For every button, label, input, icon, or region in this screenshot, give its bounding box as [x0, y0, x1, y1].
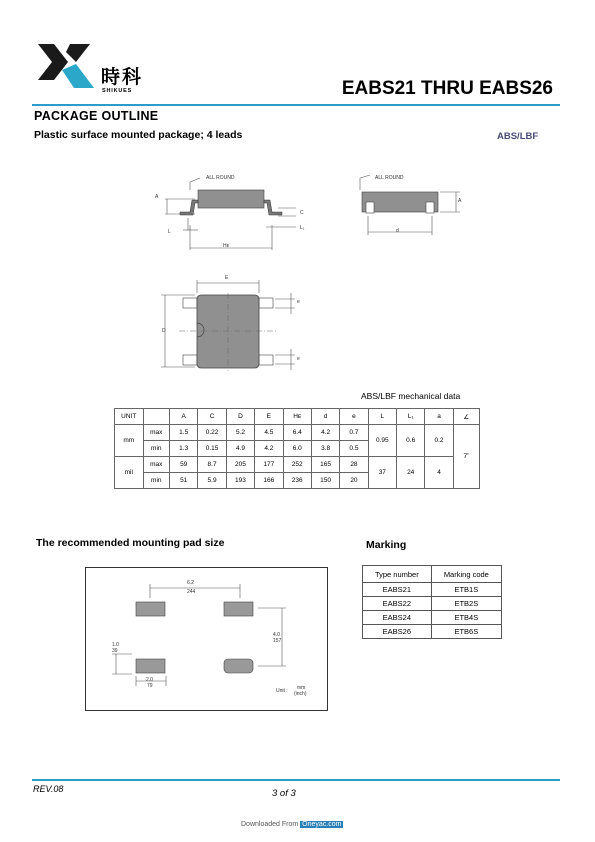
download-note [241, 821, 343, 828]
header-cell: A [170, 409, 198, 425]
value-cell: 150 [311, 473, 339, 489]
value-cell: 59 [170, 457, 198, 473]
pad-dim-10: 1.0 [112, 642, 119, 648]
top-view-drawing [155, 275, 315, 375]
label-L1: L₁ [300, 225, 305, 231]
label-all-round-end: ALL ROUND [375, 175, 404, 181]
header-cell: L₁ [397, 409, 425, 425]
value-cell: 236 [283, 473, 311, 489]
pad-dim-244: 244 [187, 589, 196, 595]
marking-table [362, 565, 502, 639]
value-cell: 51 [170, 473, 198, 489]
pad-dim-79: 79 [147, 683, 153, 689]
company-logo [36, 40, 146, 95]
code-cell: ETB4S [431, 611, 501, 625]
value-cell: 6.4 [283, 425, 311, 441]
label-A-end: A [458, 198, 462, 204]
value-cell: 177 [255, 457, 283, 473]
value-cell: 5.2 [226, 425, 254, 441]
value-cell: 0.5 [340, 441, 368, 457]
angle-cell: 7˚ [453, 425, 479, 489]
value-cell: 166 [255, 473, 283, 489]
pad-dim-157: 157 [273, 638, 282, 644]
value-cell: 5.9 [198, 473, 226, 489]
code-cell: ETB6S [431, 625, 501, 639]
label-L: L [168, 229, 171, 235]
value-cell: 4.2 [255, 441, 283, 457]
value-cell: 28 [340, 457, 368, 473]
label-A-side: A [155, 194, 159, 200]
value-cell: 3.8 [311, 441, 339, 457]
type-cell: EABS22 [363, 597, 432, 611]
package-code: ABS/LBF [497, 131, 539, 142]
value-cell: 37 [368, 457, 396, 489]
header-cell: a [425, 409, 453, 425]
value-cell: 0.15 [198, 441, 226, 457]
value-cell: 0.22 [198, 425, 226, 441]
header-cell: d [311, 409, 339, 425]
value-cell: 20 [340, 473, 368, 489]
value-cell: 0.7 [340, 425, 368, 441]
pad-dim-39: 39 [112, 648, 118, 654]
pad-dim-40: 4.0 [273, 632, 280, 638]
mech-table-caption: ABS/LBF mechanical data [361, 391, 461, 401]
logo-mark-icon [36, 40, 102, 95]
logo-chinese: 時科 [101, 67, 144, 88]
value-cell: 4.5 [255, 425, 283, 441]
value-cell: 1.3 [170, 441, 198, 457]
side-view-drawing [150, 170, 320, 255]
header-cell: Hᴇ [283, 409, 311, 425]
end-view-drawing [350, 170, 470, 245]
header-cell [143, 409, 170, 425]
table-header-row [115, 409, 480, 425]
label-e-bottom: e [297, 356, 300, 362]
code-cell: ETB2S [431, 597, 501, 611]
label-e-top: e [297, 299, 300, 305]
header-cell: ∠ [453, 409, 479, 425]
pad-dim-20: 2.0 [146, 677, 153, 683]
kind-cell: min [143, 441, 170, 457]
value-cell: 165 [311, 457, 339, 473]
header-cell: C [198, 409, 226, 425]
value-cell: 24 [397, 457, 425, 489]
table-row [115, 425, 480, 441]
header-cell: D [226, 409, 254, 425]
pad-unit-mm: mm [297, 685, 306, 691]
download-site-link[interactable]: Oneyac.com [302, 821, 342, 828]
header-cell: e [340, 409, 368, 425]
value-cell: 205 [226, 457, 254, 473]
table-row [363, 625, 502, 639]
value-cell: 8.7 [198, 457, 226, 473]
table-row [115, 457, 480, 473]
header-rule [32, 104, 560, 106]
value-cell: 6.0 [283, 441, 311, 457]
section-title-package: PACKAGE OUTLINE [34, 109, 159, 123]
value-cell: 1.5 [170, 425, 198, 441]
label-d: d [396, 228, 399, 234]
value-cell: 0.6 [397, 425, 425, 457]
table-row [363, 583, 502, 597]
pad-drawing-frame [85, 567, 328, 711]
pad-unit-label: Unit : [276, 688, 288, 694]
marking-title: Marking [366, 539, 407, 551]
value-cell: 4.2 [311, 425, 339, 441]
value-cell: 193 [226, 473, 254, 489]
pad-unit-inch: (inch) [294, 691, 307, 697]
unit-cell: mil [115, 457, 144, 489]
header-cell: Marking code [431, 566, 501, 583]
page-title: EABS21 THRU EABS26 [341, 78, 553, 99]
label-HE: Hᴇ [223, 243, 230, 249]
header-cell: L [368, 409, 396, 425]
package-subtitle: Plastic surface mounted package; 4 leads [34, 129, 243, 141]
table-header-row [363, 566, 502, 583]
value-cell: 0.2 [425, 425, 453, 457]
footer-rule [32, 779, 560, 781]
header-cell: E [255, 409, 283, 425]
label-E: E [225, 275, 229, 281]
code-cell: ETB1S [431, 583, 501, 597]
header-cell: Type number [363, 566, 432, 583]
value-cell: 4 [425, 457, 453, 489]
logo-english: SHIKUES [102, 88, 133, 94]
label-C: C [300, 210, 304, 216]
kind-cell: max [143, 457, 170, 473]
unit-cell: mm [115, 425, 144, 457]
revision: REV.08 [33, 784, 64, 794]
type-cell: EABS26 [363, 625, 432, 639]
label-D: D [162, 328, 166, 334]
header-cell: UNIT [115, 409, 144, 425]
table-row [363, 611, 502, 625]
kind-cell: max [143, 425, 170, 441]
value-cell: 0.95 [368, 425, 396, 457]
pad-dim-62: 6.2 [187, 580, 194, 586]
label-all-round-side: ALL ROUND [206, 175, 235, 181]
value-cell: 4.9 [226, 441, 254, 457]
table-row [363, 597, 502, 611]
type-cell: EABS21 [363, 583, 432, 597]
mechanical-data-table [114, 408, 480, 489]
kind-cell: min [143, 473, 170, 489]
type-cell: EABS24 [363, 611, 432, 625]
pad-section-title: The recommended mounting pad size [36, 537, 225, 549]
value-cell: 252 [283, 457, 311, 473]
pad-drawing [86, 568, 327, 710]
page-number: 3 of 3 [272, 788, 296, 799]
download-prefix: Downloaded From [241, 821, 299, 828]
